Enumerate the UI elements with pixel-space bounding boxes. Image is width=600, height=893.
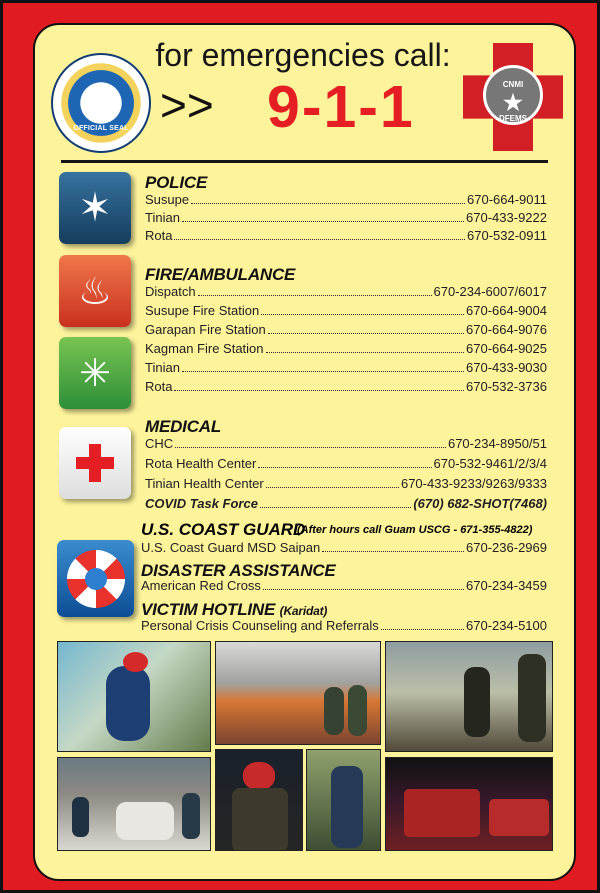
star-of-life-icon: ✳: [59, 337, 131, 409]
emergency-call-prompt: for emergencies call:: [155, 37, 451, 73]
structure-fire-photo: [215, 641, 381, 745]
badge-star-icon: ★: [503, 89, 523, 115]
firefighter-gear-photo: [215, 749, 303, 851]
firefighter-hose-photo: [385, 641, 553, 752]
police-rota-entry: Rota 670-532-0911: [145, 228, 547, 243]
police-susupe-entry: Susupe 670-664-9011: [145, 192, 547, 207]
coast-guard-title: U.S. COAST GUARD: [141, 520, 306, 539]
fire-tinian-entry: Tinian 670-433-9030: [145, 360, 547, 375]
fire-garapan-entry: Garapan Fire Station 670-664-9076: [145, 322, 547, 337]
medical-rota-entry: Rota Health Center 670-532-9461/2/3/4: [145, 456, 547, 471]
red-cross-icon: [59, 427, 131, 499]
cnmi-official-seal: [51, 53, 151, 153]
emergency-contact-panel: [33, 23, 576, 881]
coast-guard-after-hours-note: (After hours call Guam USCG - 671-355-4822): [297, 524, 533, 536]
vehicle-extrication-photo: [57, 757, 211, 851]
police-title: POLICE: [145, 173, 208, 192]
badge-top-text: CNMI: [502, 80, 524, 89]
badge-bottom-text: DFEMS: [499, 113, 527, 123]
brush-fire-responder-photo: [306, 749, 381, 851]
covid-task-force-entry: COVID Task Force (670) 682-SHOT(7468): [145, 496, 547, 511]
fire-rota-entry: Rota 670-532-3736: [145, 379, 547, 394]
disaster-assistance-title: DISASTER ASSISTANCE: [141, 561, 336, 580]
arrow-glyphs: >>: [160, 79, 214, 131]
fire-ems-badge-center: [483, 65, 543, 125]
responder-photo-collage: [57, 641, 553, 860]
star-icon: ★: [85, 82, 117, 121]
police-star-icon: ✶: [59, 172, 131, 244]
fire-susupe-entry: Susupe Fire Station 670-664-9004: [145, 303, 547, 318]
life-ring-icon: [57, 540, 134, 617]
seal-text: OFFICIAL SEAL: [73, 125, 129, 132]
night-fire-truck-photo: [385, 757, 553, 851]
emergency-number: 9-1-1: [267, 74, 415, 140]
police-tinian-entry: Tinian 670-433-9222: [145, 210, 547, 225]
coast-guard-saipan-entry: U.S. Coast Guard MSD Saipan 670-236-2969: [141, 540, 547, 555]
flame-icon: ♨: [59, 255, 131, 327]
fire-dispatch-entry: Dispatch 670-234-6007/6017: [145, 284, 547, 299]
red-cross-entry: American Red Cross 670-234-3459: [141, 578, 547, 593]
victim-hotline-entry: Personal Crisis Counseling and Referrals 670-234-5100: [141, 618, 547, 633]
fire-kagman-entry: Kagman Fire Station 670-664-9025: [145, 341, 547, 356]
cliff-rescue-photo: [57, 641, 211, 752]
medical-title: MEDICAL: [145, 417, 222, 436]
victim-hotline-title: VICTIM HOTLINE (Karidat): [141, 600, 328, 619]
fire-ambulance-title: FIRE/AMBULANCE: [145, 265, 296, 284]
medical-chc-entry: CHC 670-234-8950/51: [145, 436, 547, 451]
header-divider: [61, 160, 548, 163]
medical-tinian-entry: Tinian Health Center 670-433-9233/9263/9333: [145, 476, 547, 491]
